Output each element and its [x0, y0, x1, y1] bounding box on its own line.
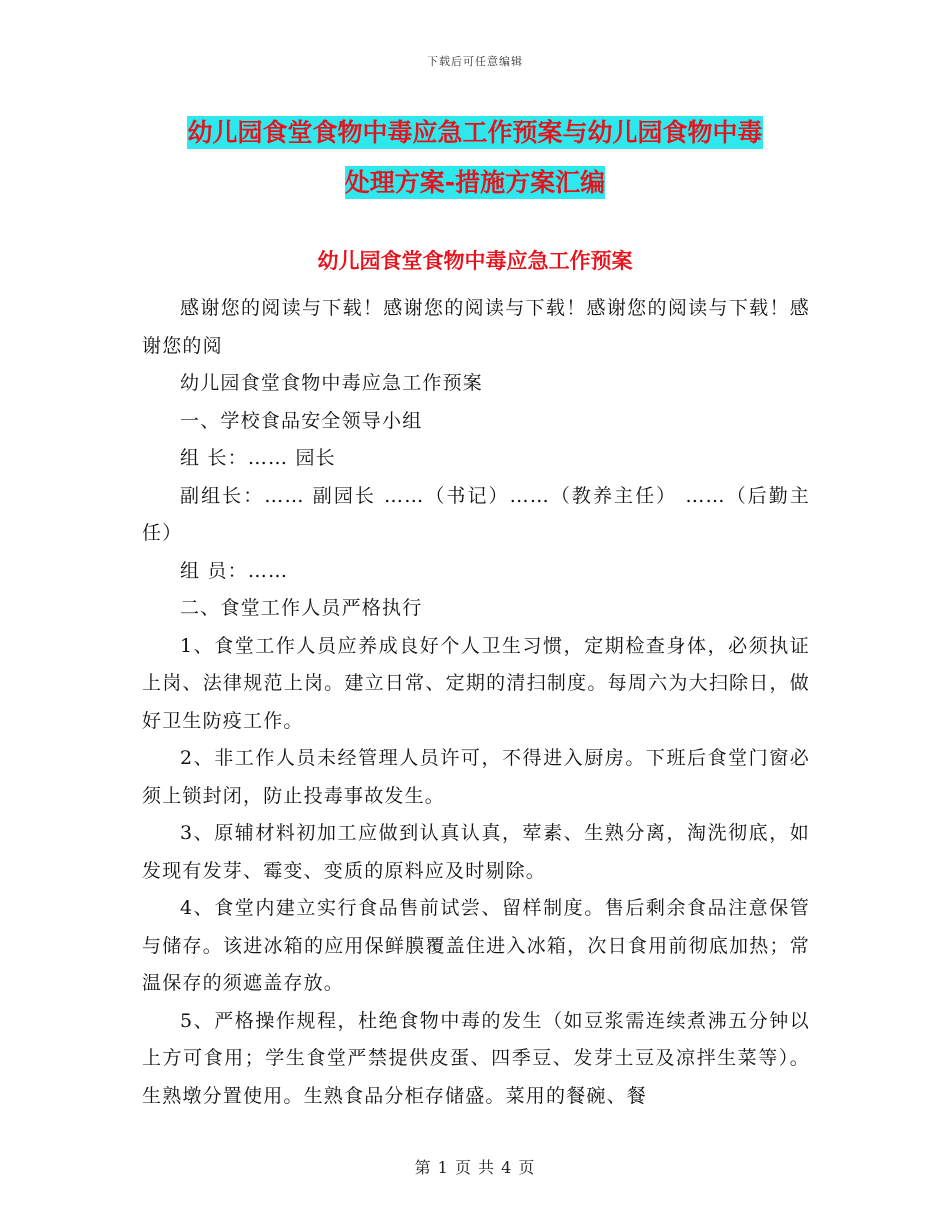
paragraph: 幼儿园食堂食物中毒应急工作预案 [180, 372, 484, 394]
paragraph: 副组长：…… 副园长 ……（书记）……（教养主任） ……（后勤主任） [142, 484, 810, 544]
section-title: 幼儿园食堂食物中毒应急工作预案 [317, 249, 633, 273]
paragraph: 组 长：…… 园长 [180, 447, 336, 469]
paragraph: 1、食堂工作人员应养成良好个人卫生习惯，定期检查身体，必须执证上岗、法律规范上岗。建立日常、定期的清扫制度。每周六为大扫除日，做好卫生防疫工作。 [142, 634, 810, 732]
document-title [0, 108, 950, 208]
paragraph: 4、食堂内建立实行食品售前试尝、留样制度。售后剩余食品注意保管与储存。该进冰箱的应用保鲜膜覆盖住进入冰箱，次日食用前彻底加热；常温保存的须遮盖存放。 [142, 897, 810, 994]
paragraph: 感谢您的阅读与下载！感谢您的阅读与下载！感谢您的阅读与下载！感谢您的阅 [142, 297, 810, 357]
paragraph: 3、原辅材料初加工应做到认真认真，荤素、生熟分离，淘洗彻底，如发现有发芽、霉变、变质的原料应及时剔除。 [142, 822, 810, 882]
paragraph: 组 员：…… [180, 559, 289, 582]
document-body [142, 290, 810, 1115]
document-title-line-1: 幼儿园食堂食物中毒应急工作预案与幼儿园食物中毒 [187, 118, 763, 147]
page-footer: 第 1 页 共 4 页 [414, 1158, 536, 1177]
document-title-line-2: 处理方案-措施方案汇编 [344, 168, 606, 197]
paragraph: 2、非工作人员未经管理人员许可，不得进入厨房。下班后食堂门窗必须上锁封闭，防止投毒事故发生。 [142, 747, 810, 807]
paragraph: 5、严格操作规程，杜绝食物中毒的发生（如豆浆需连续煮沸五分钟以上方可食用；学生食堂严禁提供皮蛋、四季豆、发芽土豆及凉拌生菜等）。生熟墩分置使用。生熟食品分柜存储盛。菜用的餐碗、餐 [142, 1009, 810, 1107]
page-header: 下载后可任意编辑 [427, 55, 523, 68]
paragraph: 二、食堂工作人员严格执行 [180, 597, 423, 619]
paragraph: 一、学校食品安全领导小组 [180, 409, 423, 432]
